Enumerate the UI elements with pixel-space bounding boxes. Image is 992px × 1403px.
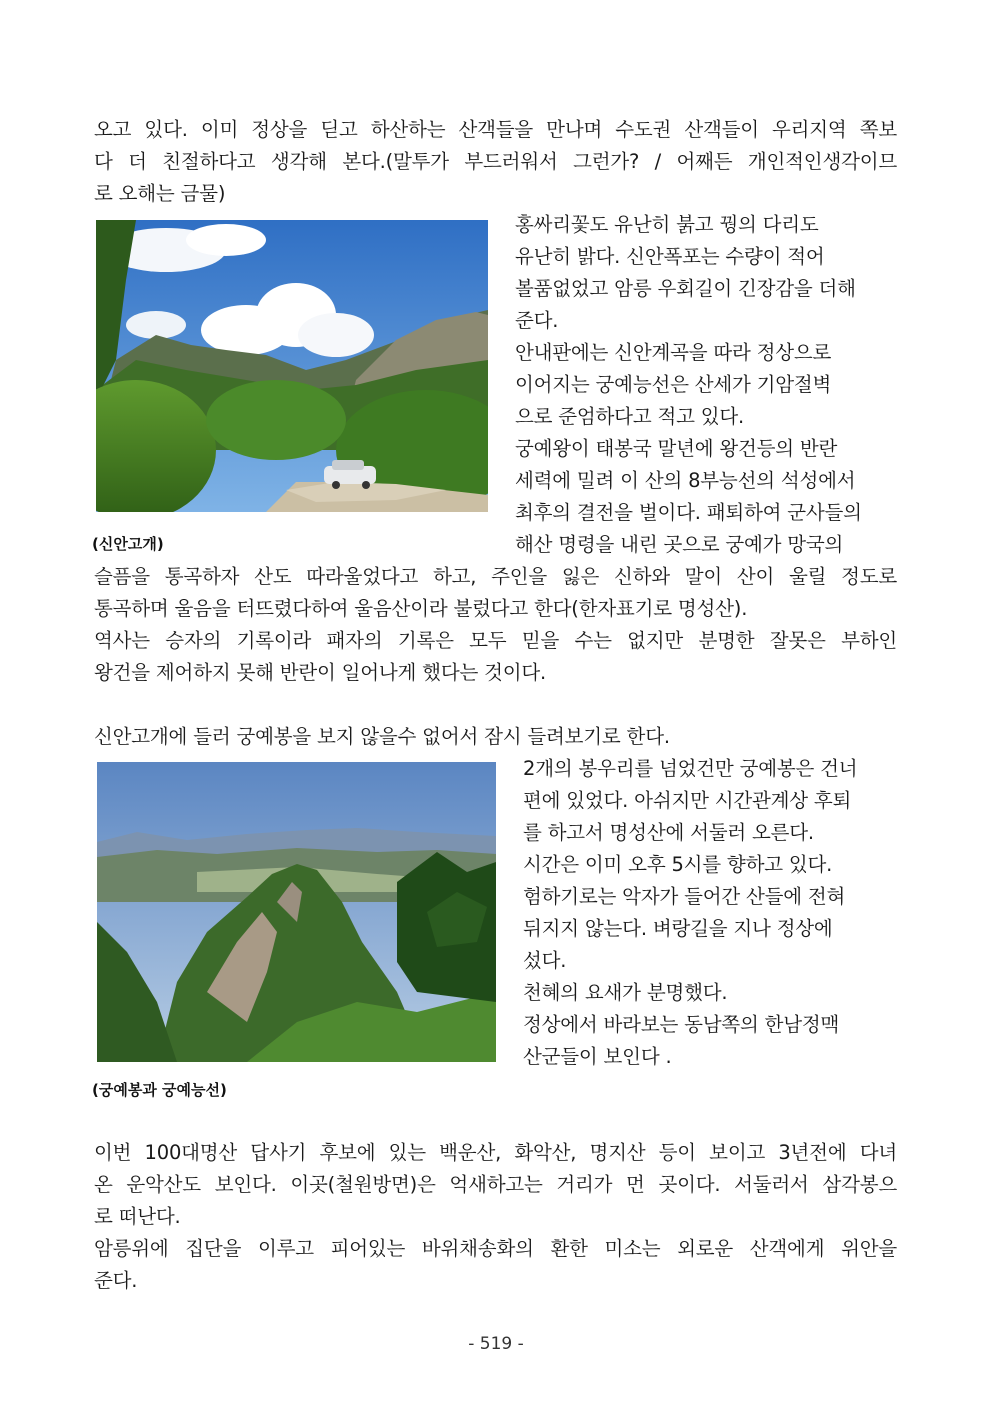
text-line: 로 떠난다.: [94, 1205, 181, 1228]
text-line: 다 더 친절하다고 생각해 본다.(말투가 부드러워서 그런가? / 어째든 개인적인생각이므: [94, 150, 897, 173]
text-line: 천혜의 요새가 분명했다.: [523, 981, 728, 1004]
text-line: 이어지는 궁예능선은 산세가 기암절벽: [515, 373, 832, 396]
text-line: 으로 준엄하다고 적고 있다.: [515, 405, 745, 428]
text-line: 시간은 이미 오후 5시를 향하고 있다.: [523, 853, 833, 876]
text-line: 정상에서 바라보는 동남쪽의 한남정맥: [523, 1013, 840, 1036]
text-line: 해산 명령을 내린 곳으로 궁예가 망국의: [515, 533, 844, 556]
text-line: 슬픔을 통곡하자 산도 따라울었다고 하고, 주인을 잃은 신하와 말이 산이 울릴 정도로: [94, 565, 898, 588]
text-line: 편에 있었다. 아쉬지만 시간관계상 후퇴: [523, 789, 852, 812]
page-number: - 519 -: [468, 1334, 524, 1354]
text-line: 홍싸리꽃도 유난히 붉고 꿩의 다리도: [515, 213, 819, 236]
text-line: 이번 100대명산 답사기 후보에 있는 백운산, 화악산, 명지산 등이 보이고 3년전에 다녀: [94, 1141, 897, 1164]
text-line: 2개의 봉우리를 넘었건만 궁예봉은 건너: [523, 757, 858, 780]
text-line: 세력에 밀려 이 산의 8부능선의 석성에서: [515, 469, 856, 492]
text-line: 뒤지지 않는다. 벼랑길을 지나 정상에: [523, 917, 833, 940]
text-line: 통곡하며 울음을 터뜨렸다하여 울음산이라 불렀다고 한다(한자표기로 명성산).: [94, 597, 748, 620]
text-line: 험하기로는 악자가 들어간 산들에 전혀: [523, 885, 846, 908]
text-line: 오고 있다. 이미 정상을 딛고 하산하는 산객들을 만나며 수도권 산객들이 우리지역 쪽보: [94, 118, 897, 141]
gungye-peak-photo: [97, 762, 496, 1062]
text-line: 준다.: [94, 1269, 138, 1292]
text-line: 궁예왕이 태봉국 말년에 왕건등의 반란: [515, 437, 838, 460]
sinan-pass-photo: [96, 220, 488, 512]
text-line: 안내판에는 신안계곡을 따라 정상으로: [515, 341, 832, 364]
text-line: 를 하고서 명성산에 서둘러 오른다.: [523, 821, 814, 844]
text-line: 섰다.: [523, 949, 567, 972]
text-line: 신안고개에 들러 궁예봉을 보지 않을수 없어서 잠시 들려보기로 한다.: [94, 725, 670, 748]
text-line: 역사는 승자의 기록이라 패자의 기록은 모두 믿을 수는 없지만 분명한 잘못은 부하인: [94, 629, 897, 652]
text-line: 온 운악산도 보인다. 이곳(철원방면)은 억새하고는 거리가 먼 곳이다. 서둘러서 삼각봉으: [94, 1173, 897, 1196]
photo-caption-gungye-peak: (궁예봉과 궁예능선): [92, 1081, 227, 1099]
text-line: 왕건을 제어하지 못해 반란이 일어나게 했다는 것이다.: [94, 661, 547, 684]
text-line: 산군들이 보인다 .: [523, 1045, 672, 1068]
text-line: 암릉위에 집단을 이루고 피어있는 바위채송화의 환한 미소는 외로운 산객에게 위안을: [94, 1237, 897, 1260]
text-line: 볼품없었고 암릉 우회길이 긴장감을 더해: [515, 277, 856, 300]
text-line: 로 오해는 금물): [94, 182, 226, 205]
text-line: 최후의 결전을 벌이다. 패퇴하여 군사들의: [515, 501, 862, 524]
text-line: 유난히 밝다. 신안폭포는 수량이 적어: [515, 245, 825, 268]
text-line: 준다.: [515, 309, 559, 332]
photo-caption-sinan-pass: (신안고개): [92, 535, 164, 553]
